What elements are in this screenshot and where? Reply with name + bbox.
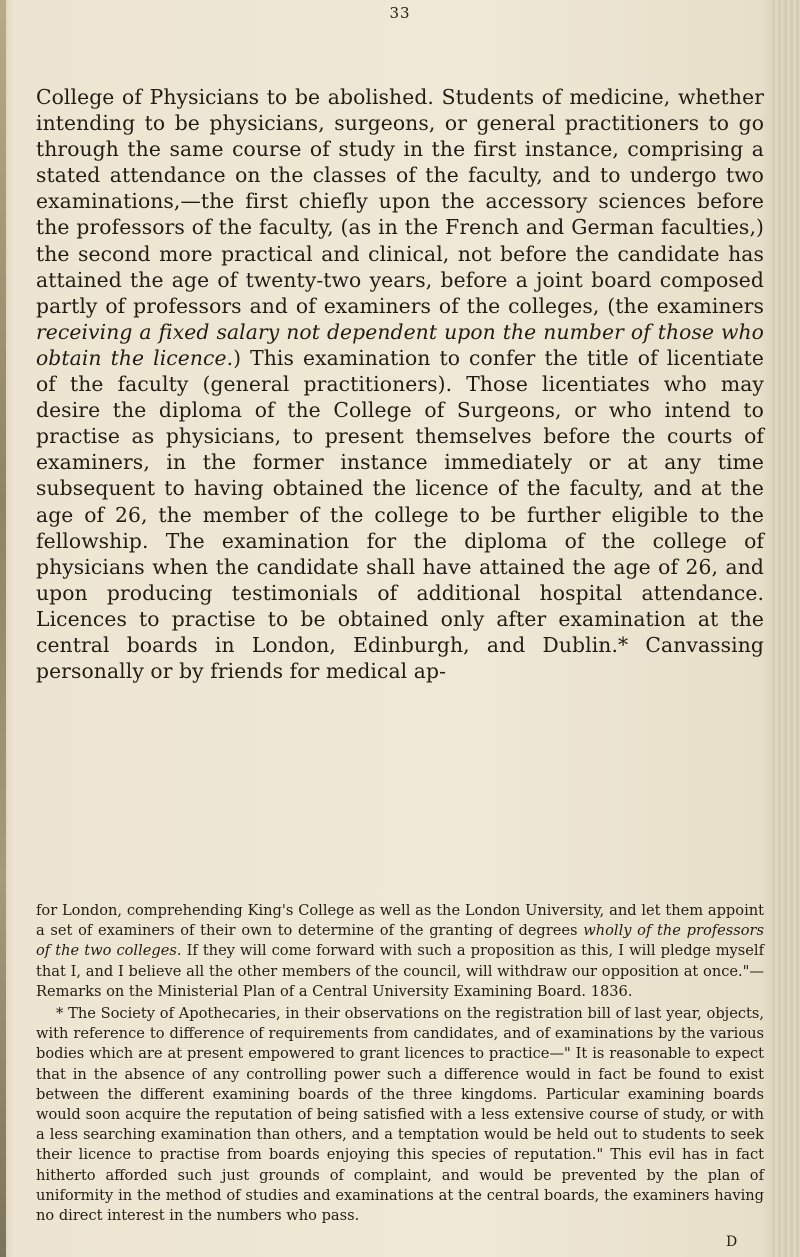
signature-mark: D (726, 1234, 738, 1250)
body-text-part-2: ) This examination to confer the title of licentiate of the faculty (general practitioners). Those licentiates who may desire the diploma of the College of Surgeons, or who intend to practise as physicians, to present themselves before the courts of examiners, in the former instance immediately or at any time subsequent to having obtained the licence of the faculty, and at the age of 26, the member of the college to be further eligible to the fellowship. The examination for the diploma of the college of physicians when the candidate shall have attained the age of 26, and upon producing testimonials of additional hospital attendance. Licences to practise to be obtained only after examination at the central boards in London, Edinburgh, and Dublin.* Canvassing personally or by friends for medical ap- (36, 345, 764, 684)
page-edge-right (772, 0, 800, 1257)
body-text-italic: receiving a fixed salary not dependent upon the number of those who obtain the licence. (36, 319, 764, 370)
body-paragraph (36, 84, 764, 684)
footnote-asterisk: * The Society of Apothecaries, in their observations on the registration bill of last year, objects, with reference to difference of requirements from candidates, and of examinations by the various bodies which are at present empowered to grant licences to practice—" It is reasonable to expect that in the absence of any controlling power such a difference would in fact be found to exist between the different examining boards of the three kingdoms. Particular examining boards would soon acquire the reputation of being satisfied with a less extensive course of study, or with a less searching examination than others, and a temptation would be held out to students to seek their licence to practise from boards enjoying this species of reputation." This evil has in fact hitherto afforded such just grounds of complaint, and would be prevented by the plan of uniformity in the method of studies and examinations at the central boards, the examiners having no direct interest in the numbers who pass. (36, 1005, 764, 1225)
footnote-continued (36, 901, 764, 1002)
page-edge-left (0, 0, 6, 1257)
footnote-continued-part-2: If they will come forward with such a proposition as this, I will pledge myself that I, and I believe all the other members of the council, will withdraw our opposition at once."—Remarks on the Ministerial Plan of a Central University Examining Board. 1836. (36, 942, 764, 1000)
body-text-part-1: College of Physicians to be abolished. Students of medicine, whether intending to be physicians, surgeons, or general practitioners to go through the same course of study in the first instance, comprising a stated attendance on the classes of the faculty, and to undergo two examinations,—the first chiefly upon the accessory sciences before the professors of the faculty, (as in the French and German faculties,) the second more practical and clinical, not before the candidate has attained the age of twenty-two years, before a joint board composed partly of professors and of examiners of the colleges, (the examiners (36, 85, 764, 318)
footnote-continued-part-1: for London, comprehending King's College as well as the London University, and let them appoint a set of examiners of their own to determine of the granting of degrees (36, 902, 764, 940)
footnote-continued-italic: wholly of the professors of the two colleges. (36, 922, 765, 960)
page-number: 33 (389, 4, 411, 22)
